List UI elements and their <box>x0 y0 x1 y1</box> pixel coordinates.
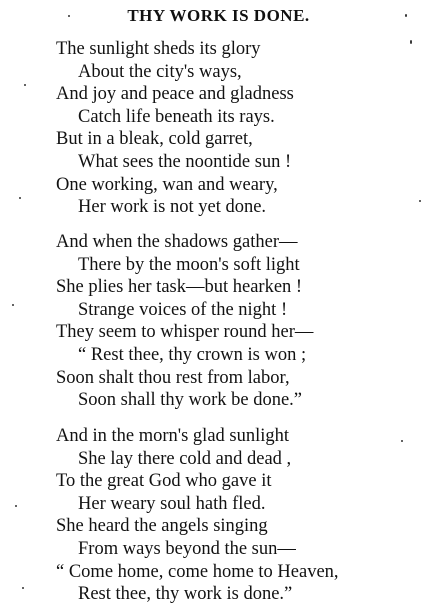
poem-line: There by the moon's soft light <box>78 254 300 275</box>
print-speck <box>401 440 403 442</box>
poem-line: “ Rest thee, thy crown is won ; <box>78 344 307 365</box>
poem-line: Soon shalt thou rest from labor, <box>56 367 290 388</box>
poem-line: Soon shall thy work be done.” <box>78 390 303 411</box>
poem-line: About the city's ways, <box>78 61 242 82</box>
poem-line: She lay there cold and dead , <box>78 448 292 469</box>
poem-line: Her work is not yet done. <box>78 197 267 218</box>
print-speck <box>405 14 407 17</box>
print-speck <box>22 587 24 589</box>
print-speck <box>12 304 14 306</box>
print-speck <box>15 505 17 507</box>
print-speck <box>19 197 21 199</box>
poem-line: But in a bleak, cold garret, <box>56 129 253 150</box>
stanza-2 <box>0 231 437 412</box>
print-speck <box>68 15 70 17</box>
poem-line: And joy and peace and gladness <box>56 84 294 105</box>
poem-line: Strange voices of the night ! <box>78 299 288 320</box>
stanza-1 <box>0 38 437 219</box>
print-speck <box>24 84 26 86</box>
poem-line: She heard the angels singing <box>56 516 268 537</box>
poem-line: Her weary soul hath fled. <box>78 493 266 514</box>
poem-title: THY WORK IS DONE. <box>127 6 310 25</box>
stanza-3 <box>0 425 437 606</box>
poem-line: Catch life beneath its rays. <box>78 106 275 127</box>
poem-line: And when the shadows gather— <box>56 232 298 252</box>
poem-line: The sunlight sheds its glory <box>56 39 261 59</box>
print-speck <box>419 200 421 202</box>
poem-line: They seem to whisper round her— <box>56 322 314 343</box>
poem-line: And in the morn's glad sunlight <box>56 426 290 446</box>
poem-line: What sees the noontide sun ! <box>78 151 292 172</box>
poem-line: From ways beyond the sun— <box>78 538 296 559</box>
poem-line: She plies her task—but hearken ! <box>56 277 303 298</box>
poem-line: “ Come home, come home to Heaven, <box>56 561 339 582</box>
poem-line: One working, wan and weary, <box>56 174 278 195</box>
poem-line: Rest thee, thy work is done.” <box>78 584 293 605</box>
print-speck <box>410 40 412 44</box>
poem-line: To the great God who gave it <box>56 471 272 492</box>
